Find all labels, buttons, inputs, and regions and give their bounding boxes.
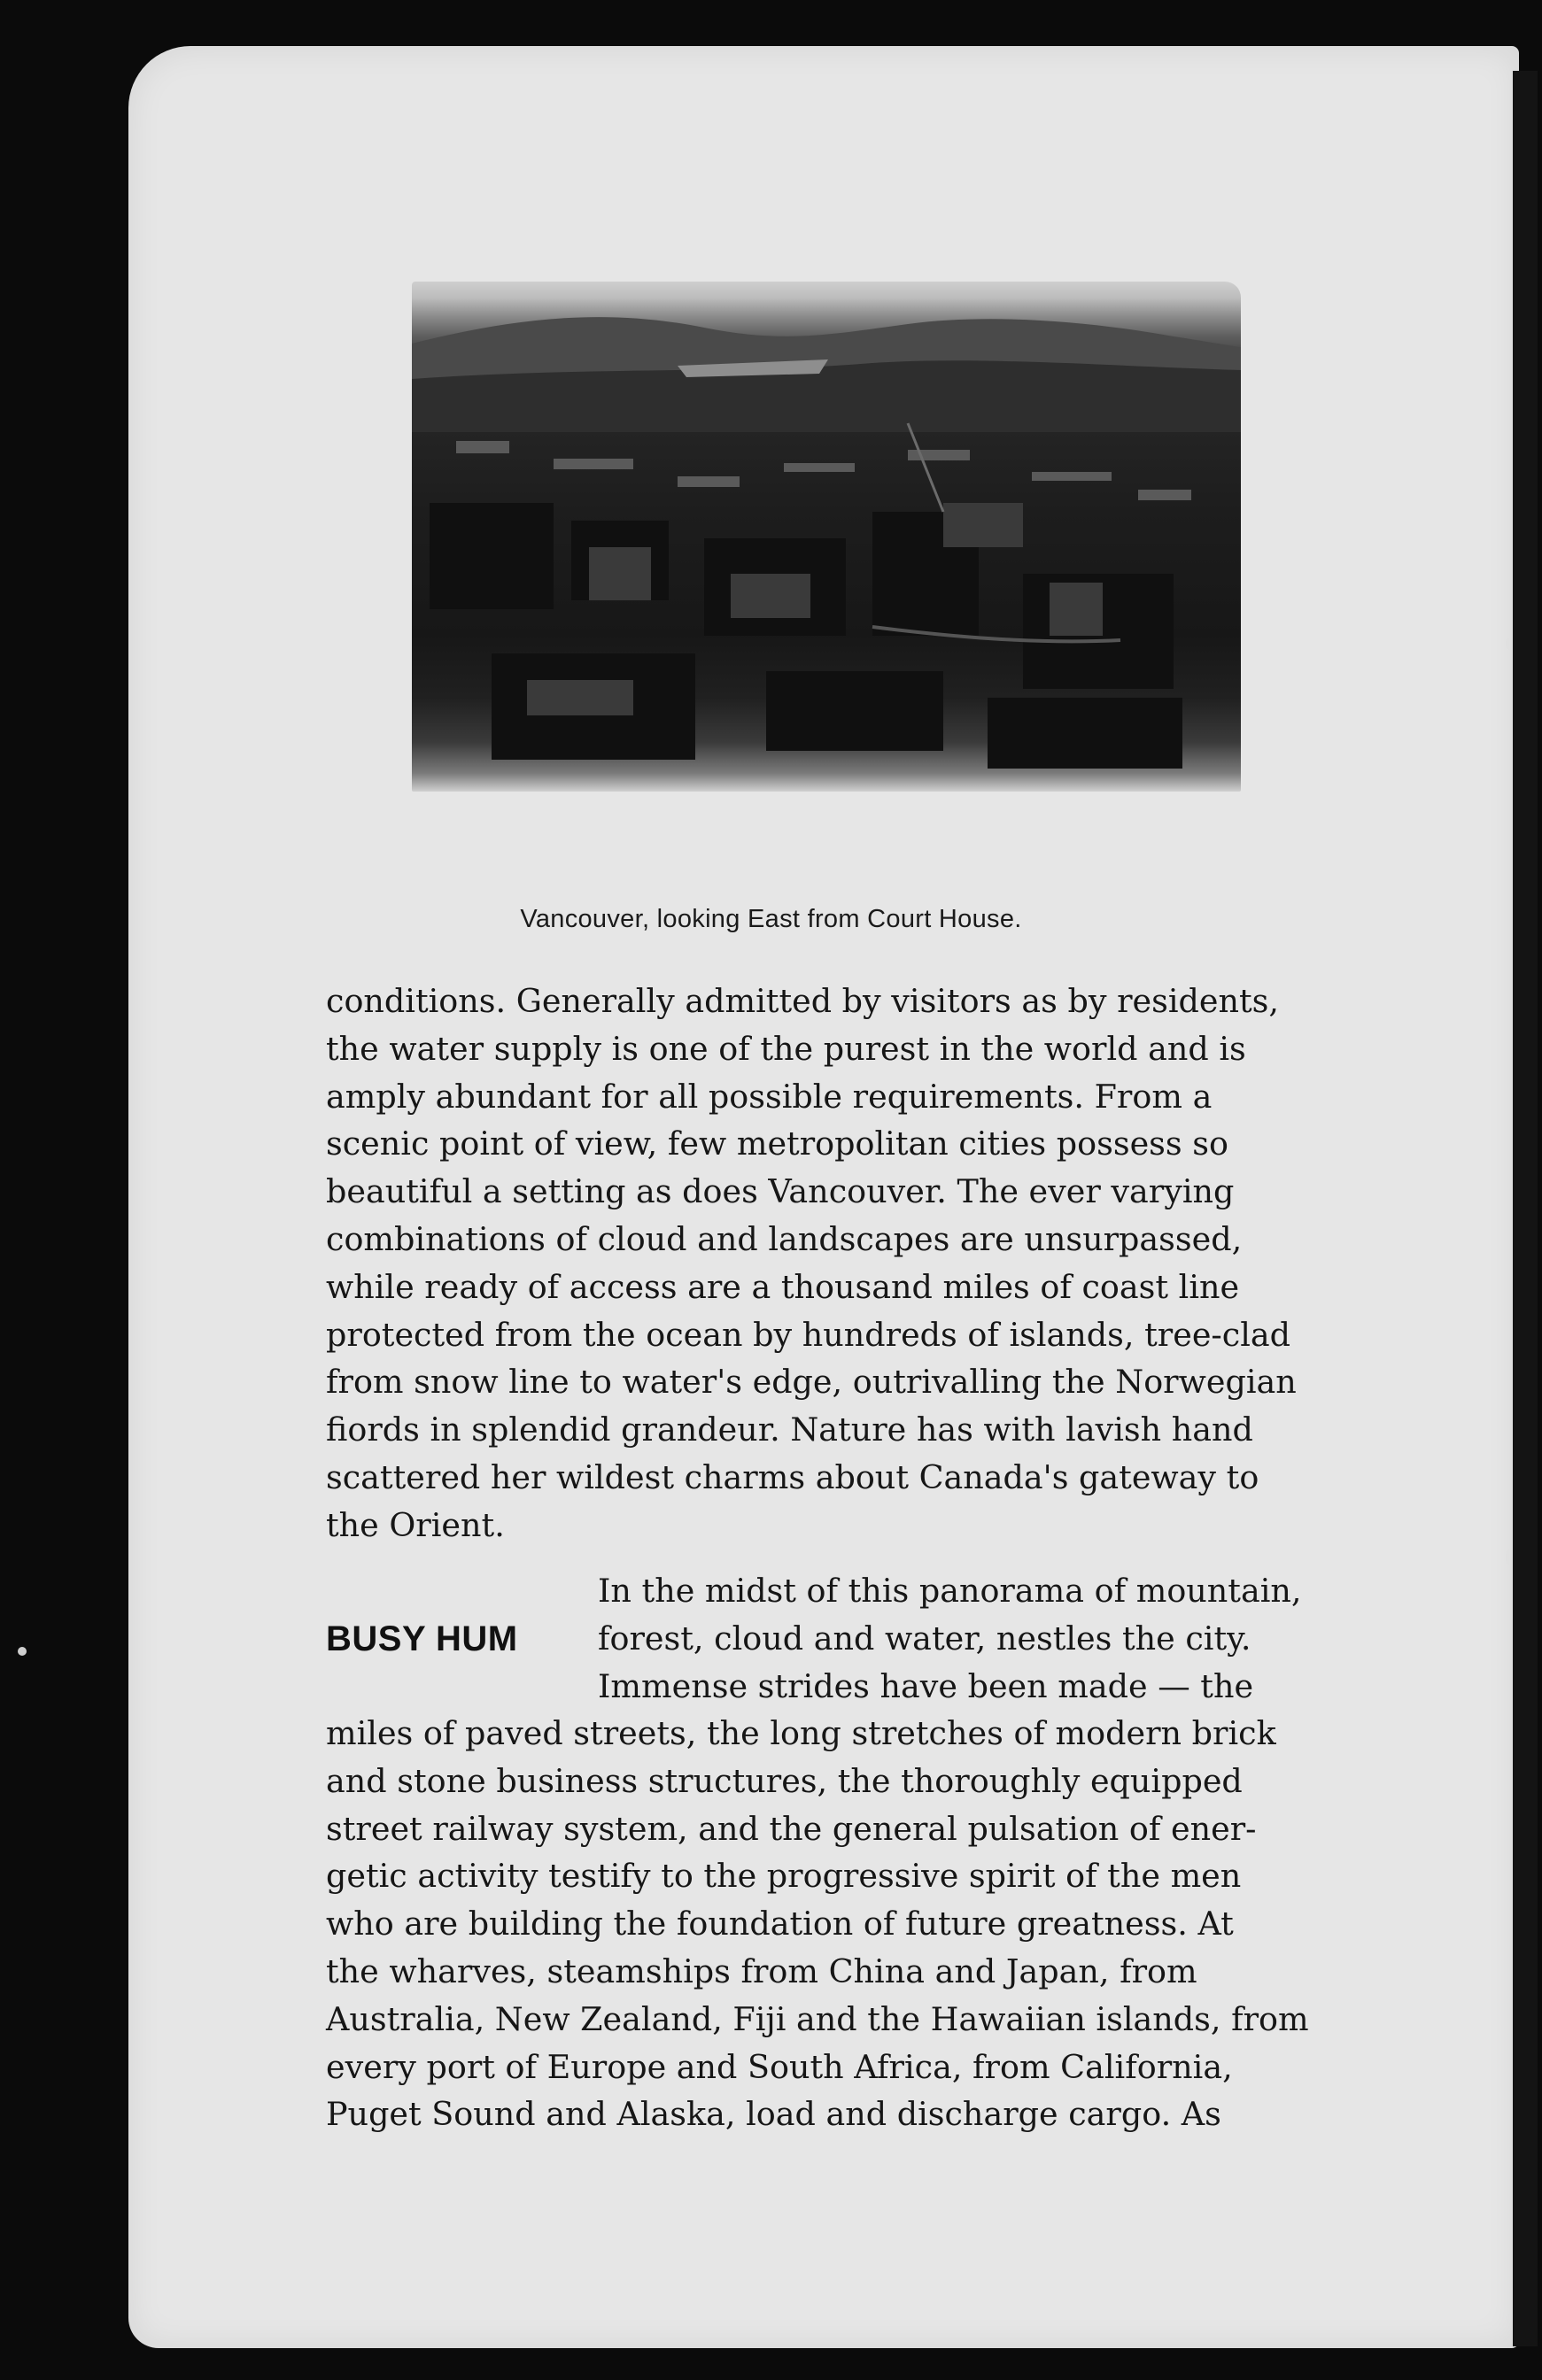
paragraph-busy-hum-intro — [598, 1567, 1318, 1710]
text-line: forest, cloud and water, nestles the city. — [598, 1619, 1251, 1658]
text-line: beautiful a setting as does Vancouver. The ever varying — [326, 1172, 1235, 1211]
text-line: scenic point of view, few metropolitan cities possess so — [326, 1124, 1228, 1163]
photo-caption: Vancouver, looking East from Court House. — [520, 905, 1022, 933]
city-photograph — [412, 282, 1241, 792]
text-line: In the midst of this panorama of mountain, — [598, 1572, 1302, 1610]
text-line: who are building the foundation of future greatness. At — [326, 1905, 1234, 1943]
text-line: the wharves, steamships from China and Japan, from — [326, 1951, 1197, 1990]
paragraph-conditions — [326, 978, 1318, 1549]
text-line: the water supply is one of the purest in the world and is — [326, 1029, 1246, 1068]
text-line: amply abundant for all possible requirements. From a — [326, 1077, 1213, 1116]
text-line: every port of Europe and South Africa, from California, — [326, 2047, 1233, 2086]
text-line: street railway system, and the general pulsation of ener- — [326, 1809, 1257, 1848]
text-line: while ready of access are a thousand miles of coast line — [326, 1267, 1240, 1306]
text-line: miles of paved streets, the long stretches of modern brick — [326, 1714, 1276, 1752]
scan-speck — [1506, 1549, 1513, 1565]
side-heading: BUSY HUM — [326, 1619, 518, 1658]
text-line: the Orient. — [326, 1505, 505, 1544]
text-line: and stone business structures, the thoroughly equipped — [326, 1761, 1243, 1800]
paragraph-busy-hum — [326, 1710, 1318, 2138]
binding-edge — [1513, 71, 1538, 2346]
text-line: protected from the ocean by hundreds of islands, tree-clad — [326, 1315, 1290, 1354]
photo-scene — [412, 282, 1241, 792]
text-line: Puget Sound and Alaska, load and discharge cargo. As — [326, 2095, 1221, 2134]
text-line: from snow line to water's edge, outrivalling the Norwegian — [326, 1363, 1297, 1402]
scan-speck — [1506, 638, 1513, 650]
text-line: Australia, New Zealand, Fiji and the Hawaiian islands, from — [326, 1999, 1309, 2038]
street-line — [908, 423, 943, 512]
text-line: getic activity testify to the progressive spirit of the men — [326, 1857, 1242, 1896]
text-line: combinations of cloud and landscapes are unsurpassed, — [326, 1219, 1243, 1258]
text-line: conditions. Generally admitted by visitors as by residents, — [326, 982, 1280, 1020]
text-line: Immense strides have been made — the — [598, 1666, 1254, 1705]
scan-speck — [18, 1647, 27, 1656]
text-line: fiords in splendid grandeur. Nature has with lavish hand — [326, 1410, 1253, 1449]
text-line: scattered her wildest charms about Canada's gateway to — [326, 1457, 1259, 1496]
rooftops — [456, 441, 1191, 500]
